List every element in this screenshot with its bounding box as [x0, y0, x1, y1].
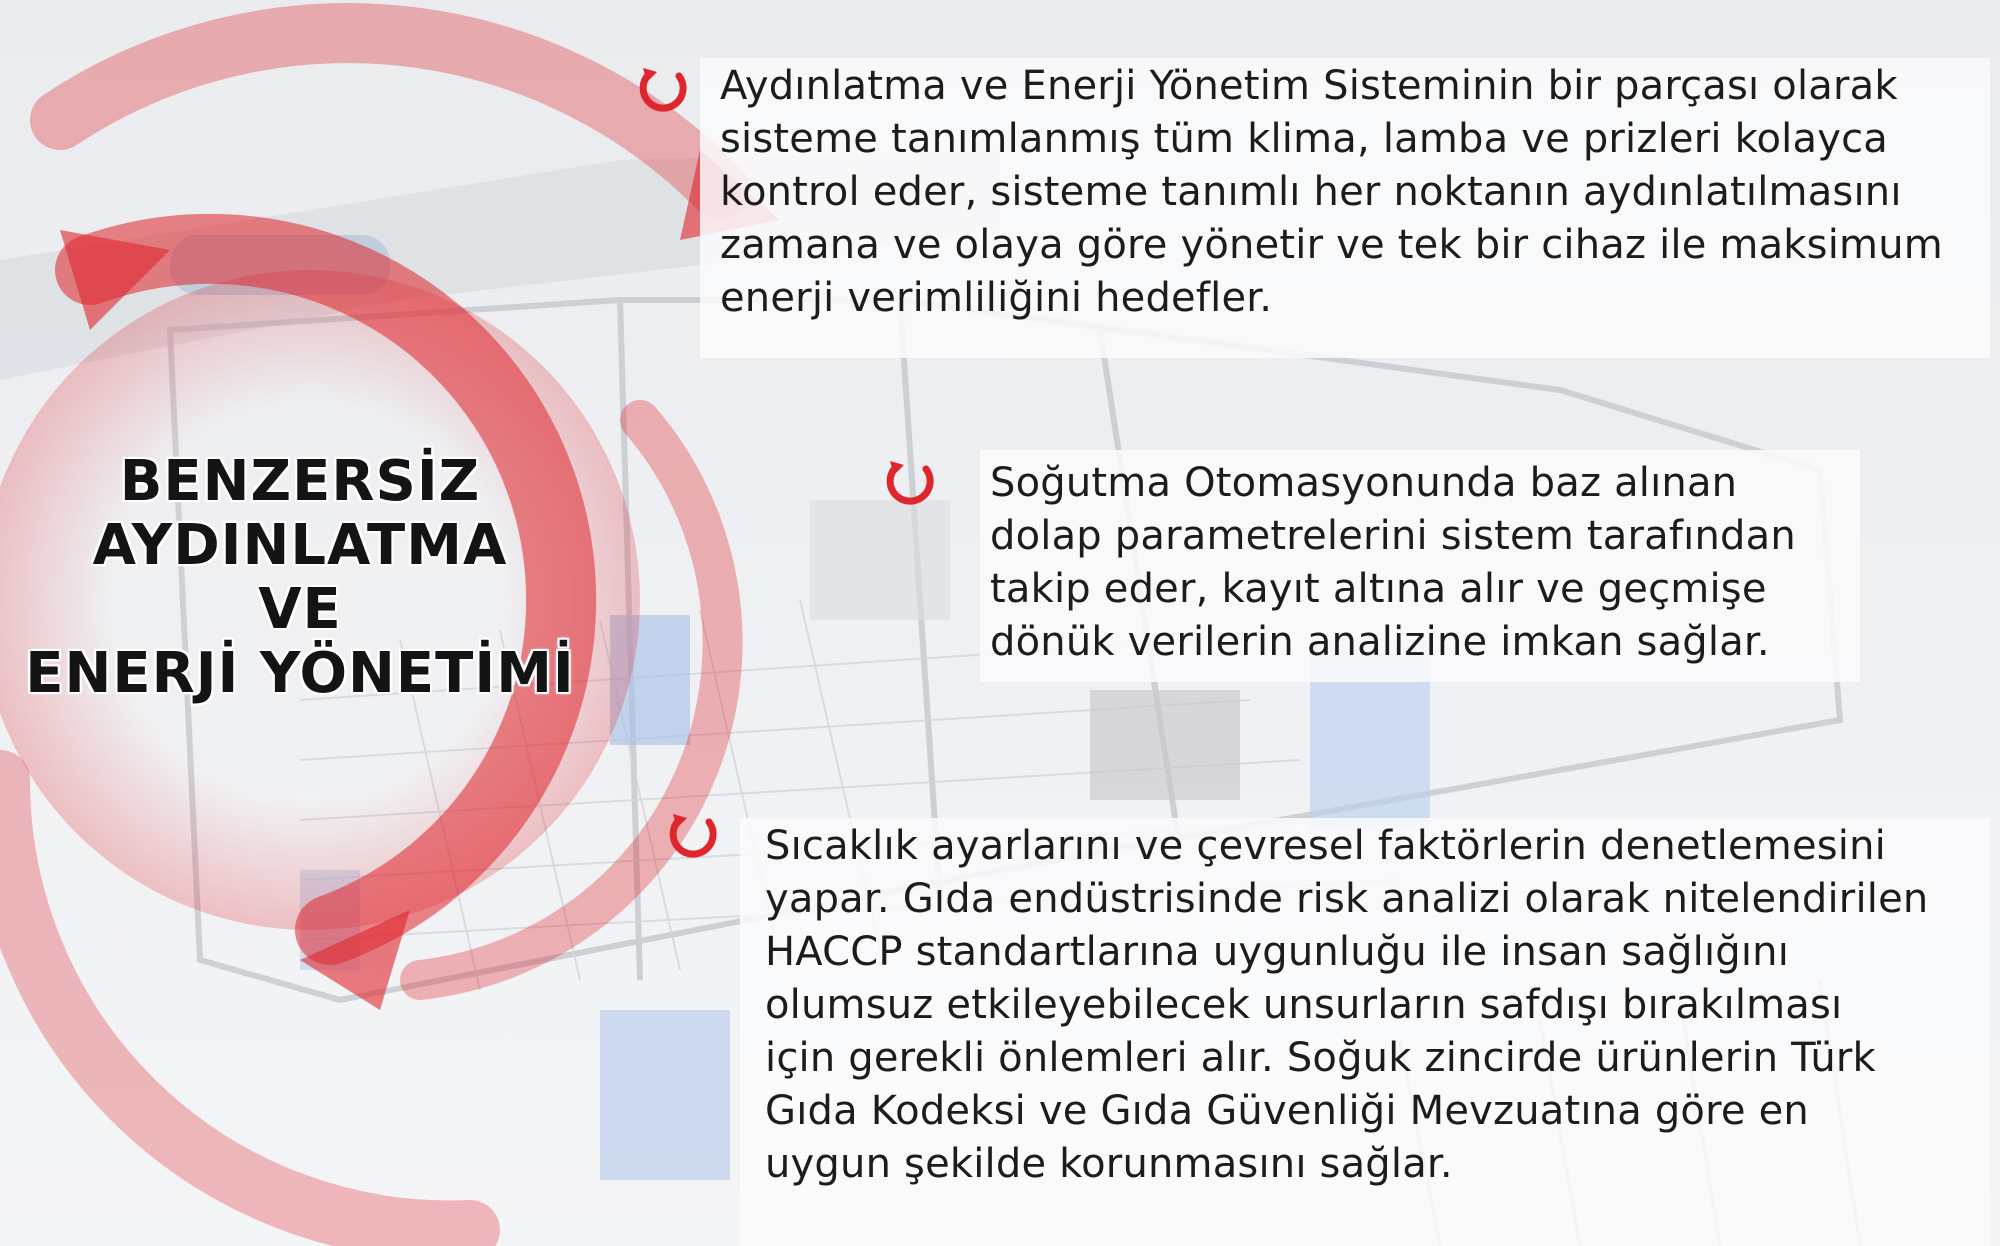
paragraph-lighting-energy [720, 60, 1943, 325]
paragraph-line: olumsuz etkileyebilecek unsurların safdışı bırakılması [765, 982, 1843, 1028]
paragraph-line: uygun şekilde korunmasını sağlar. [765, 1141, 1453, 1187]
title-line: BENZERSİZ [119, 449, 481, 514]
title-line: VE [258, 577, 342, 642]
circular-arrow-icon [882, 455, 938, 511]
title-line: AYDINLATMA [92, 513, 508, 578]
paragraph-line: için gerekli önlemleri alır. Soğuk zincirde ürünlerin Türk [765, 1035, 1876, 1081]
paragraph-line: enerji verimliliğini hedefler. [720, 275, 1273, 321]
paragraph-line: takip eder, kayıt altına alır ve geçmişe [990, 566, 1767, 612]
paragraph-line: Gıda Kodeksi ve Gıda Güvenliği Mevzuatına göre en [765, 1088, 1809, 1134]
circular-arrow-icon [665, 808, 721, 864]
paragraph-line: Sıcaklık ayarlarını ve çevresel faktörlerin denetlemesini [765, 823, 1886, 869]
paragraph-line: zamana ve olaya göre yönetir ve tek bir cihaz ile maksimum [720, 222, 1943, 268]
page-title [20, 450, 580, 706]
paragraph-line: dönük verilerin analizine imkan sağlar. [990, 619, 1770, 665]
paragraph-line: kontrol eder, sisteme tanımlı her noktanın aydınlatılmasını [720, 169, 1902, 215]
paragraph-refrigeration [990, 457, 1796, 669]
paragraph-line: Soğutma Otomasyonunda baz alınan [990, 460, 1738, 506]
paragraph-line: yapar. Gıda endüstrisinde risk analizi olarak nitelendirilen [765, 876, 1929, 922]
circular-arrow-icon [635, 62, 691, 118]
paragraph-line: dolap parametrelerini sistem tarafından [990, 513, 1796, 559]
title-line: ENERJİ YÖNETİMİ [25, 641, 575, 706]
paragraph-line: sisteme tanımlanmış tüm klima, lamba ve prizleri kolayca [720, 116, 1888, 162]
paragraph-temperature [765, 820, 1928, 1191]
paragraph-line: HACCP standartlarına uygunluğu ile insan sağlığını [765, 929, 1790, 975]
paragraph-line: Aydınlatma ve Enerji Yönetim Sisteminin bir parçası olarak [720, 63, 1898, 109]
